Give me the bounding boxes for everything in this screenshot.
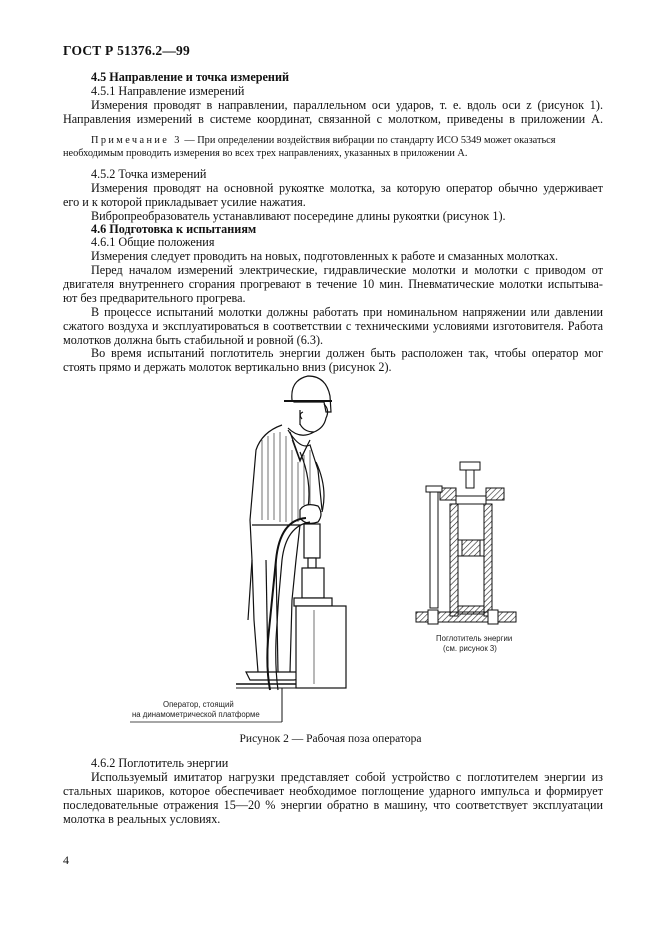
figure-2-caption: Рисунок 2 — Рабочая поза оператора (239, 733, 422, 745)
note-3-text: — При определении воздействия вибрации по стандарту ИСО 5349 может оказаться (181, 135, 556, 146)
section-4-5-title: 4.5 Направление и точка измерений (91, 70, 289, 84)
paragraph-line: его и к которой прикладывает усилие нажатия. (63, 195, 306, 209)
paragraph-line: стоять прямо и держать молоток вертикально вниз (рисунок 2). (63, 360, 392, 374)
paragraph-line: последовательные отражения 15—20 % энергии обратно в машину, что соответствует эксплуатации (63, 798, 603, 812)
paragraph-line: ют без предварительного прогрева. (63, 291, 246, 305)
subsection-4-5-1-title: 4.5.1 Направление измерений (91, 84, 245, 98)
paragraph-line: молотка в реальных условиях. (63, 812, 221, 826)
document-header: ГОСТ Р 51376.2—99 (63, 43, 190, 58)
paragraph-line: молотков должна быть стабильной и ровной (6.3). (63, 333, 324, 347)
absorber-cross-section (416, 462, 516, 624)
hammer-drawing (304, 524, 320, 568)
subsection-4-5-2-title: 4.5.2 Точка измерений (91, 167, 207, 181)
paragraph-line: двигателя внутреннего сгорания прогревают в течение 10 мин. Пневматические молотки испытыва- (63, 277, 603, 291)
absorber-label-line-1: Поглотитель энергии (436, 634, 513, 643)
page-number: 4 (63, 853, 69, 867)
section-4-6-title: 4.6 Подготовка к испытаниям (91, 222, 257, 236)
figure-2-drawing (0, 370, 661, 730)
paragraph-line: Во время испытаний поглотитель энергии должен быть расположен так, чтобы оператор мог (91, 346, 603, 360)
paragraph-line: Измерения проводят в направлении, параллельном оси ударов, т. е. вдоль оси z (рисунок 1). (91, 98, 603, 112)
paragraph-line: Измерения следует проводить на новых, подготовленных к работе и смазанных молотках. (91, 249, 559, 263)
paragraph-line: Перед началом измерений электрические, гидравлические молотки и молотки с приводом от (91, 263, 603, 277)
subsection-4-6-2-title: 4.6.2 Поглотитель энергии (91, 756, 229, 770)
absorber-label-line-2: (см. рисунок 3) (443, 644, 497, 653)
paragraph-line: сжатого воздуха и эксплуатироваться в соответствии с техническими условиями изготовителя. Работа (63, 319, 603, 333)
operator-label-line-1: Оператор, стоящий (163, 700, 234, 709)
paragraph-line: стальных шариков, которое обеспечивает необходимое поглощение ударного импульса и формирует (63, 784, 603, 798)
energy-absorber-drawing (294, 568, 346, 688)
note-3-line-2: необходимым проводить измерения во всех трех направлениях, указанных в приложении А. (63, 148, 468, 159)
note-3-prefix: Примечание 3 (91, 135, 182, 146)
paragraph-line: В процессе испытаний молотки должны работать при номинальном напряжении или давлении (91, 305, 603, 319)
subsection-4-6-1-title: 4.6.1 Общие положения (91, 235, 215, 249)
paragraph-line: Используемый имитатор нагрузки представляет собой устройство с поглотителем энергии из (91, 770, 603, 784)
paragraph-line: Направления измерений в системе координат, связанной с молотком, приведены в приложении А. (63, 112, 603, 126)
operator-label-line-2: на динамометрической платформе (132, 710, 260, 719)
paragraph-line: Измерения проводят на основной рукоятке молотка, за которую оператор обычно удерживает (91, 181, 603, 195)
paragraph-line: Вибропреобразователь устанавливают посередине длины рукоятки (рисунок 1). (91, 209, 506, 223)
